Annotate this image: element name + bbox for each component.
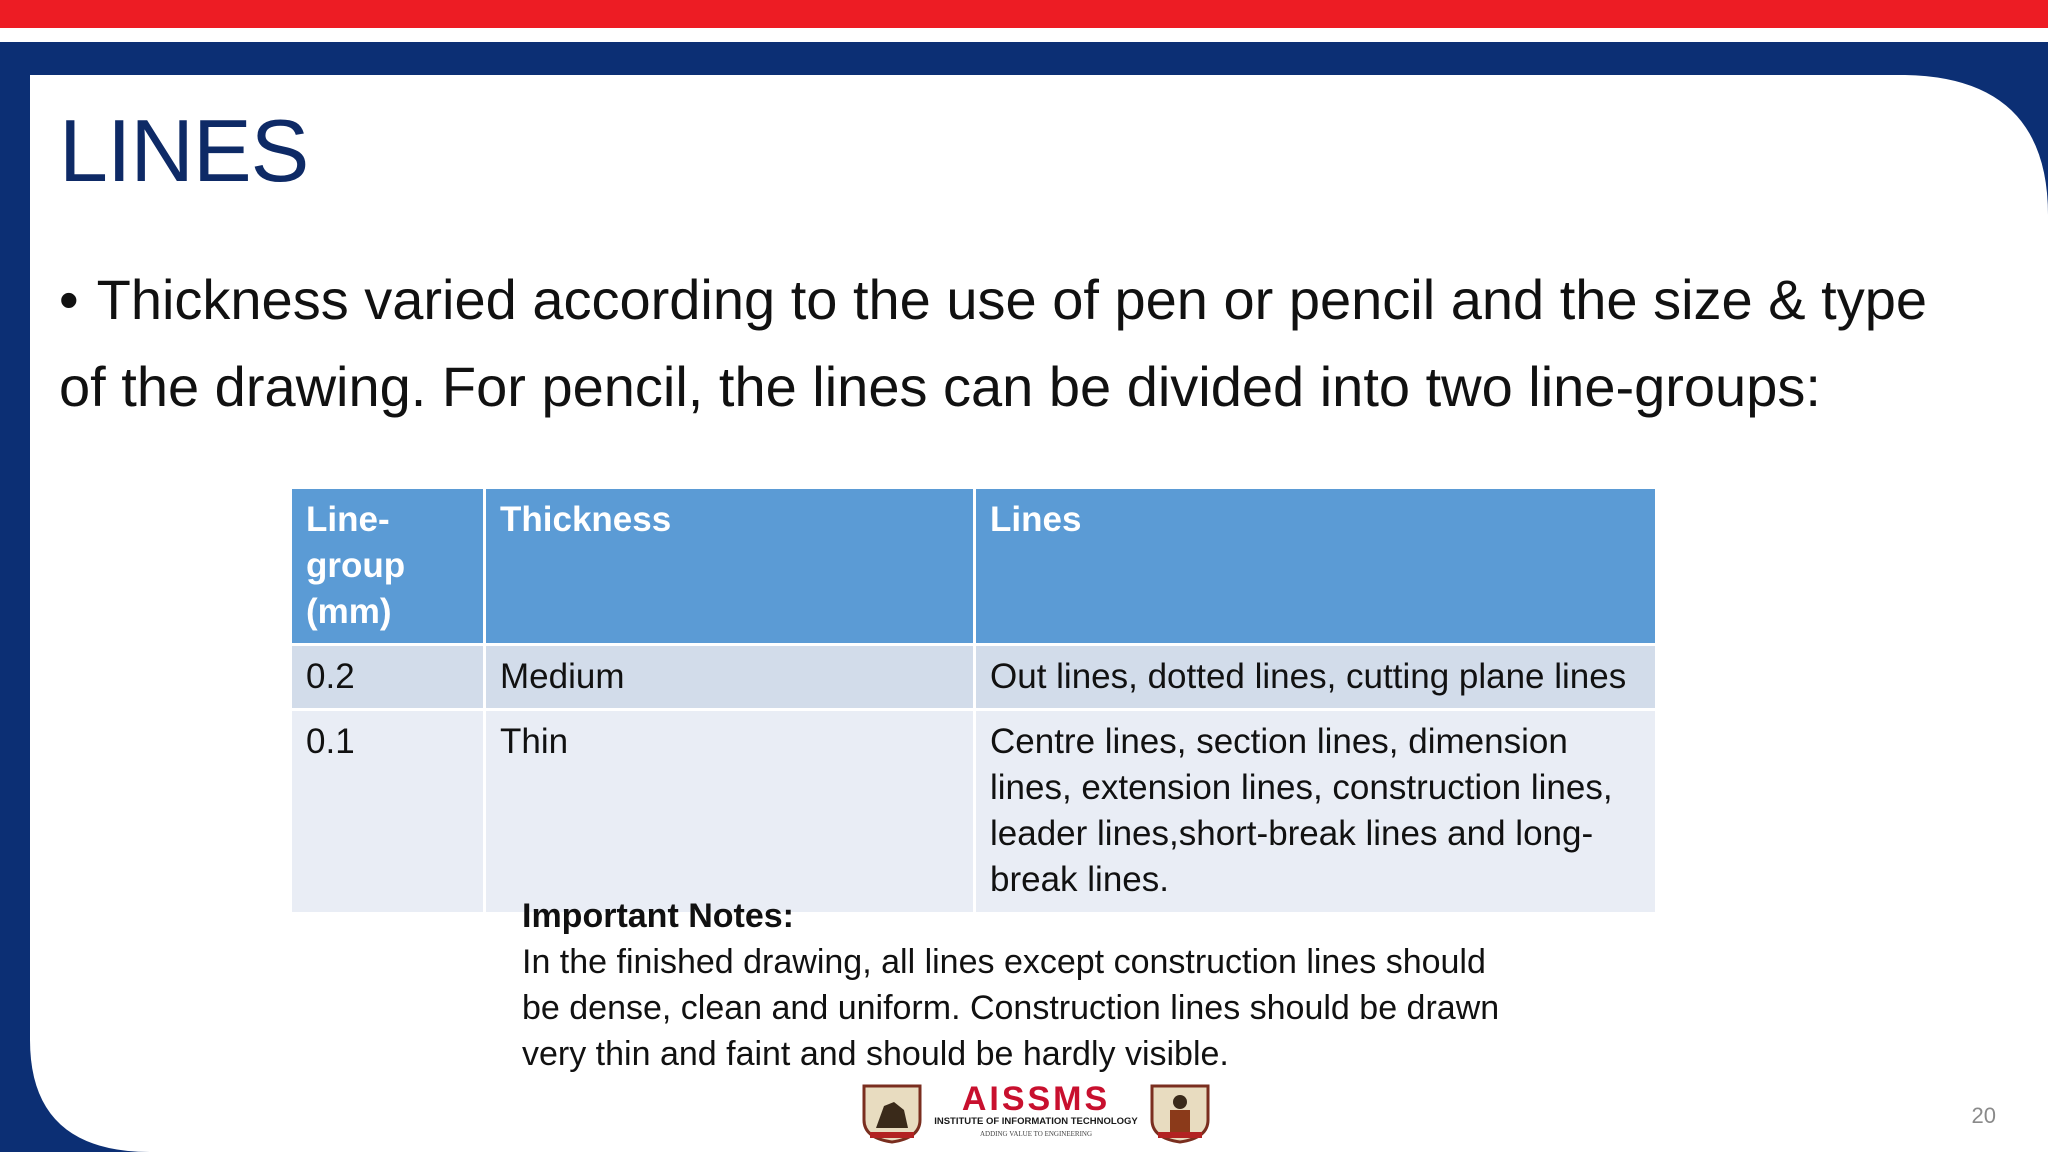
cell-line-group: 0.1 bbox=[291, 710, 485, 914]
cell-line-group: 0.2 bbox=[291, 645, 485, 710]
header-lines: Lines bbox=[975, 488, 1657, 645]
bullet-text: Thickness varied according to the use of pen or pencil and the size & type of the drawing. For pencil, the lines can be divided into two line-groups: bbox=[59, 268, 1927, 418]
table-row bbox=[291, 645, 1657, 710]
cell-thickness: Medium bbox=[485, 645, 975, 710]
table-header-row bbox=[291, 488, 1657, 645]
page-number: 20 bbox=[1971, 1103, 1996, 1128]
right-emblem-icon bbox=[1152, 1086, 1208, 1142]
cell-lines: Out lines, dotted lines, cutting plane lines bbox=[975, 645, 1657, 710]
aissms-logo bbox=[860, 1080, 1212, 1144]
line-groups-table bbox=[289, 486, 1658, 915]
bullet-dot: • bbox=[59, 268, 79, 331]
slide-title: LINES bbox=[59, 101, 309, 200]
left-emblem-icon bbox=[864, 1086, 920, 1142]
header-thickness: Thickness bbox=[485, 488, 975, 645]
top-white-stripe bbox=[0, 28, 2048, 42]
notes-title: Important Notes: bbox=[522, 897, 794, 935]
bullet-point bbox=[59, 256, 1959, 430]
notes-body: In the finished drawing, all lines except construction lines should be dense, clean and uniform. Construction lines should be drawn very thin and faint and should be hardly visible. bbox=[522, 943, 1500, 1073]
header-line-group: Line-group (mm) bbox=[291, 488, 485, 645]
logo-name: AISSMS bbox=[961, 1080, 1111, 1118]
cell-thickness: Thin bbox=[485, 710, 975, 914]
table-row bbox=[291, 710, 1657, 914]
logo-tagline: ADDING VALUE TO ENGINEERING bbox=[979, 1130, 1093, 1138]
logo-subtitle: INSTITUTE OF INFORMATION TECHNOLOGY bbox=[934, 1116, 1138, 1127]
important-notes bbox=[522, 893, 1522, 1077]
cell-lines: Centre lines, section lines, dimension lines, extension lines, construction lines, leader lines,short-break lines and long-break lines. bbox=[975, 710, 1657, 914]
top-red-band bbox=[0, 0, 2048, 28]
